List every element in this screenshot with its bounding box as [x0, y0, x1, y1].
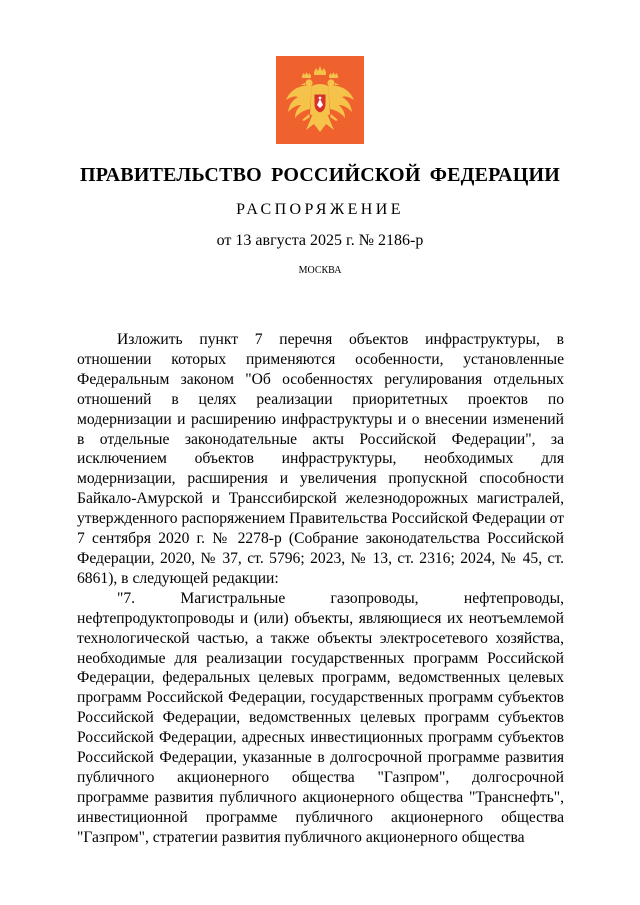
document-type: РАСПОРЯЖЕНИЕ	[236, 201, 404, 218]
document-city: МОСКВА	[298, 265, 342, 276]
document-date-number: от 13 августа 2025 г. № 2186-р	[216, 232, 424, 249]
page-title: ПРАВИТЕЛЬСТВО РОССИЙСКОЙ ФЕДЕРАЦИИ	[80, 164, 560, 186]
document-body	[77, 330, 564, 848]
body-paragraph-1: Изложить пункт 7 перечня объектов инфраструктуры, в отношении которых применяются особенности, установленные Федеральным законом "Об особенностях регулирования отдельных отношений в целях реализации приоритетных проектов по модернизации и расширению инфраструктуры и о внесении изменений в отдельные законодательные акты Российской Федерации", за исключением объектов инфраструктуры, необходимых для модернизации, расширения и увеличения пропускной способности Байкало-Амурской и Транссибирской железнодорожных магистралей, утвержденного распоряжением Правительства Российской Федерации от 7 сентября 2020 г. № 2278-р (Собрание законодательства Российской Федерации, 2020, № 37, ст. 5796; 2023, № 13, ст. 2316; 2024, № 45, ст. 6861), в следующей редакции:	[77, 331, 564, 587]
body-paragraph-2: "7. Магистральные газопроводы, нефтепроводы, нефтепродуктопроводы и (или) объекты, являющиеся их неотъемлемой технологической частью, а также объекты электросетевого хозяйства, необходимые для реализации государственных программ Российской Федерации, федеральных целевых программ, ведомственных целевых программ Российской Федерации, государственных программ субъектов Российской Федерации, ведомственных целевых программ субъектов Российской Федерации, адресных инвестиционных программ субъектов Российской Федерации, указанные в долгосрочной программе развития публичного акционерного общества "Газпром", долгосрочной программе развития публичного акционерного общества "Транснефть", инвестиционной программе публичного акционерного общества "Газпром", стратегии развития публичного акционерного общества	[77, 589, 564, 846]
russian-coat-of-arms-icon	[276, 56, 364, 144]
